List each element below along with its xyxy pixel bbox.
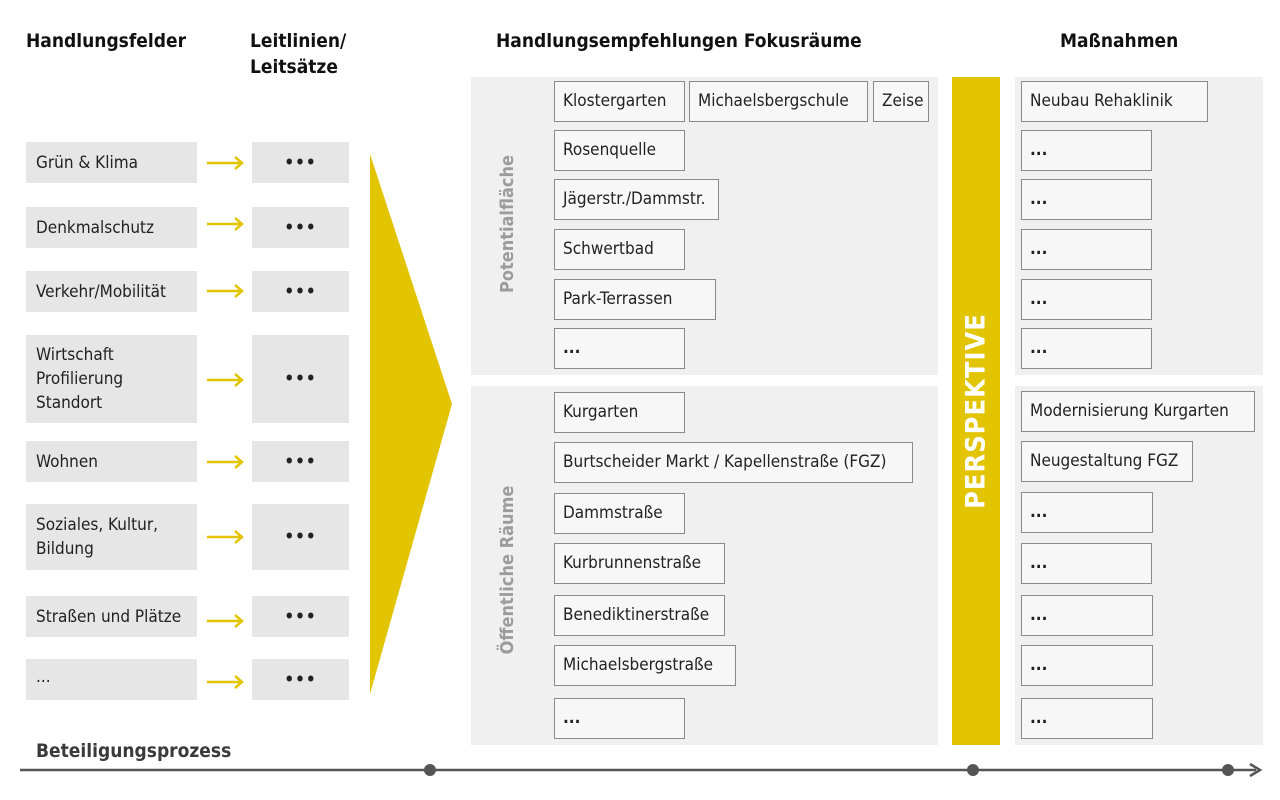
massnahme-more: ...: [1021, 645, 1153, 686]
header-fokusraeume: Handlungsempfehlungen Fokusräume: [496, 30, 862, 52]
massnahme-more: ...: [1021, 179, 1152, 220]
process-label: Beteiligungsprozess: [36, 740, 232, 762]
header-handlungsfelder: Handlungsfelder: [26, 30, 187, 52]
massnahme-more: ...: [1021, 130, 1152, 171]
process-timeline: [18, 760, 1268, 780]
massnahme-more: ...: [1021, 492, 1153, 533]
label-potentialflaeche: Potentialfläche: [497, 154, 518, 294]
massnahme-more: ...: [1021, 328, 1152, 369]
item-michaelsbergschule: Michaelsbergschule: [689, 81, 868, 122]
arrow-right-icon: [206, 455, 244, 469]
item-burtscheider-markt: Burtscheider Markt / Kapellenstraße (FGZ): [554, 442, 913, 483]
leitsatz-placeholder: •••: [252, 335, 349, 423]
item-more: ...: [554, 328, 685, 369]
item-klostergarten: Klostergarten: [554, 81, 685, 122]
perspektive-label: PERSPEKTIVE: [960, 313, 992, 509]
leitsatz-placeholder: •••: [252, 142, 349, 183]
arrow-right-icon: [206, 675, 244, 689]
item-park-terrassen: Park-Terrassen: [554, 279, 716, 320]
item-dammstrasse: Dammstraße: [554, 493, 685, 534]
field-wohnen: Wohnen: [26, 441, 197, 482]
field-denkmalschutz: Denkmalschutz: [26, 207, 197, 248]
label-oeffentliche-raeume: Öffentliche Räume: [497, 485, 518, 655]
field-verkehr: Verkehr/Mobilität: [26, 271, 197, 312]
item-michaelsbergstrasse: Michaelsbergstraße: [554, 645, 736, 686]
header-leitlinien: Leitlinien/ Leitsätze: [250, 30, 347, 78]
massnahme-more: ...: [1021, 279, 1152, 320]
item-benediktinerstrasse: Benediktinerstraße: [554, 595, 725, 636]
leitsatz-placeholder: •••: [252, 596, 349, 637]
leitsatz-placeholder: •••: [252, 271, 349, 312]
item-kurbrunnenstrasse: Kurbrunnenstraße: [554, 543, 725, 584]
item-jaegerstr: Jägerstr./Dammstr.: [554, 179, 719, 220]
perspektive-bar: [952, 77, 1000, 745]
arrow-right-icon: [206, 156, 244, 170]
timeline-node: [967, 764, 979, 776]
item-rosenquelle: Rosenquelle: [554, 130, 685, 171]
leitsatz-placeholder: •••: [252, 207, 349, 248]
arrow-right-icon: [206, 284, 244, 298]
item-more: ...: [554, 698, 685, 739]
massnahme-more: ...: [1021, 698, 1153, 739]
arrow-right-icon: [206, 614, 244, 628]
massnahme-neubau-rehaklinik: Neubau Rehaklinik: [1021, 81, 1208, 122]
arrow-right-icon: [206, 217, 244, 231]
leitsatz-placeholder: •••: [252, 441, 349, 482]
massnahme-more: ...: [1021, 595, 1153, 636]
item-zeise: Zeise: [873, 81, 929, 122]
header-massnahmen: Maßnahmen: [1060, 30, 1179, 52]
leitsatz-placeholder: •••: [252, 504, 349, 570]
massnahme-neugestaltung-fgz: Neugestaltung FGZ: [1021, 441, 1193, 482]
massnahme-modernisierung-kurgarten: Modernisierung Kurgarten: [1021, 391, 1255, 432]
leitsatz-placeholder: •••: [252, 659, 349, 700]
field-gruen-klima: Grün & Klima: [26, 142, 197, 183]
arrow-right-icon: [206, 530, 244, 544]
timeline-node: [1222, 764, 1234, 776]
massnahme-more: ...: [1021, 229, 1152, 270]
arrow-right-icon: [206, 373, 244, 387]
item-kurgarten: Kurgarten: [554, 392, 685, 433]
item-schwertbad: Schwertbad: [554, 229, 685, 270]
field-soziales: Soziales, Kultur, Bildung: [26, 504, 197, 570]
field-strassen: Straßen und Plätze: [26, 596, 197, 637]
massnahme-more: ...: [1021, 543, 1152, 584]
field-wirtschaft: Wirtschaft Profilierung Standort: [26, 335, 197, 423]
chevron-arrow-shape: [368, 154, 454, 694]
field-more: ...: [26, 659, 197, 700]
timeline-node: [424, 764, 436, 776]
